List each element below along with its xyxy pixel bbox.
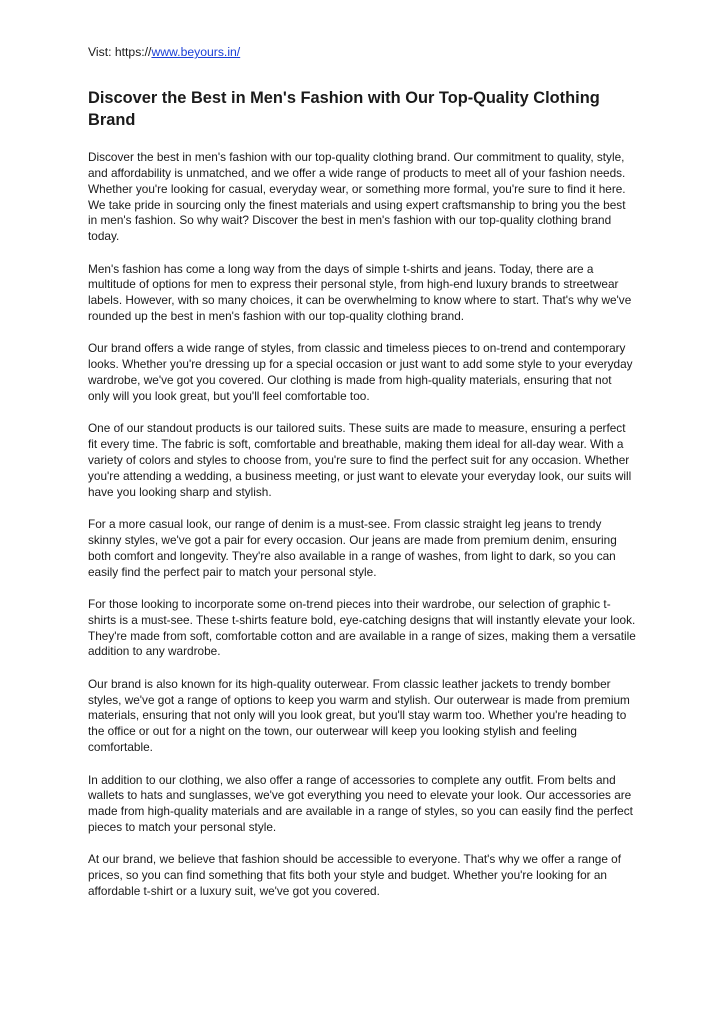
- paragraph-accessories: In addition to our clothing, we also offer a range of accessories to complete any outfit. From belts and wallets to hats and sunglasses, we've got everything you need to elevate your look. Our accessories are made from high-quality materials and are available in a range of styles, so you can easily find the perfect pieces to match your personal style.: [88, 772, 633, 835]
- visit-line: [88, 44, 636, 60]
- paragraph-history: Men's fashion has come a long way from the days of simple t-shirts and jeans. Today, there are a multitude of options for men to express their personal style, from high-end luxury brands to streetwear labels. However, with so many choices, it can be overwhelming to know where to start. That's why we've rounded up the best in men's fashion with our top-quality clothing brand.: [88, 261, 632, 324]
- visit-prefix: Vist: https://: [88, 45, 152, 59]
- article-title: Discover the Best in Men's Fashion with Our Top-Quality Clothing Brand: [88, 89, 600, 129]
- website-link[interactable]: www.beyours.in/: [151, 45, 241, 59]
- paragraph-suits: One of our standout products is our tailored suits. These suits are made to measure, ensuring a perfect fit every time. The fabric is soft, comfortable and breathable, making them ideal for all-day wear. With a variety of colors and styles to choose from, you're sure to find the perfect suit for any occasion. Whether you're attending a wedding, a business meeting, or just want to elevate your everyday look, our suits will have you looking sharp and stylish.: [88, 421, 632, 499]
- paragraph-tshirts: For those looking to incorporate some on-trend pieces into their wardrobe, our selection of graphic t-shirts is a must-see. These t-shirts feature bold, eye-catching designs that will instantly elevate your look. They're made from soft, comfortable cotton and are available in a range of sizes, making them a versatile addition to any wardrobe.: [88, 596, 636, 659]
- paragraph-denim: For a more casual look, our range of denim is a must-see. From classic straight leg jeans to trendy skinny styles, we've got a pair for every occasion. Our jeans are made from premium denim, ensuring both comfort and longevity. They're also available in a range of washes, from light to dark, so you can easily find the perfect pair to match your personal style.: [88, 517, 617, 579]
- paragraph-pricing: At our brand, we believe that fashion should be accessible to everyone. That's why we offer a range of prices, so you can find something that fits both your style and budget. Whether you're looking for an affordable t-shirt or a luxury suit, we've got you covered.: [88, 852, 621, 899]
- paragraph-styles: Our brand offers a wide range of styles, from classic and timeless pieces to on-trend and contemporary looks. Whether you're dressing up for a special occasion or just want to add some style to your everyday wardrobe, we've got you covered. Our clothing is made from high-quality materials, ensuring that not only will you look great, but you'll feel comfortable too.: [88, 341, 633, 403]
- paragraph-outerwear: Our brand is also known for its high-quality outerwear. From classic leather jackets to trendy bomber styles, we've got a range of options to keep you warm and stylish. Our outerwear is made from premium materials, ensuring that not only will you look great, but you'll stay warm too. Whether you're heading to the office or out for a night on the town, our outerwear will keep you looking stylish and feeling comfortable.: [88, 676, 630, 755]
- document-page: [88, 44, 636, 916]
- paragraph-intro: Discover the best in men's fashion with our top-quality clothing brand. Our commitment to quality, style, and affordability is unmatched, and we offer a wide range of products to meet all of your fashion needs. Whether you're looking for casual, everyday wear, or something more formal, you're sure to find it here. We take pride in sourcing only the finest materials and using expert craftsmanship to bring you the best in men's fashion. So why wait? Discover the best in men's fashion with our top-quality clothing brand today.: [88, 150, 626, 244]
